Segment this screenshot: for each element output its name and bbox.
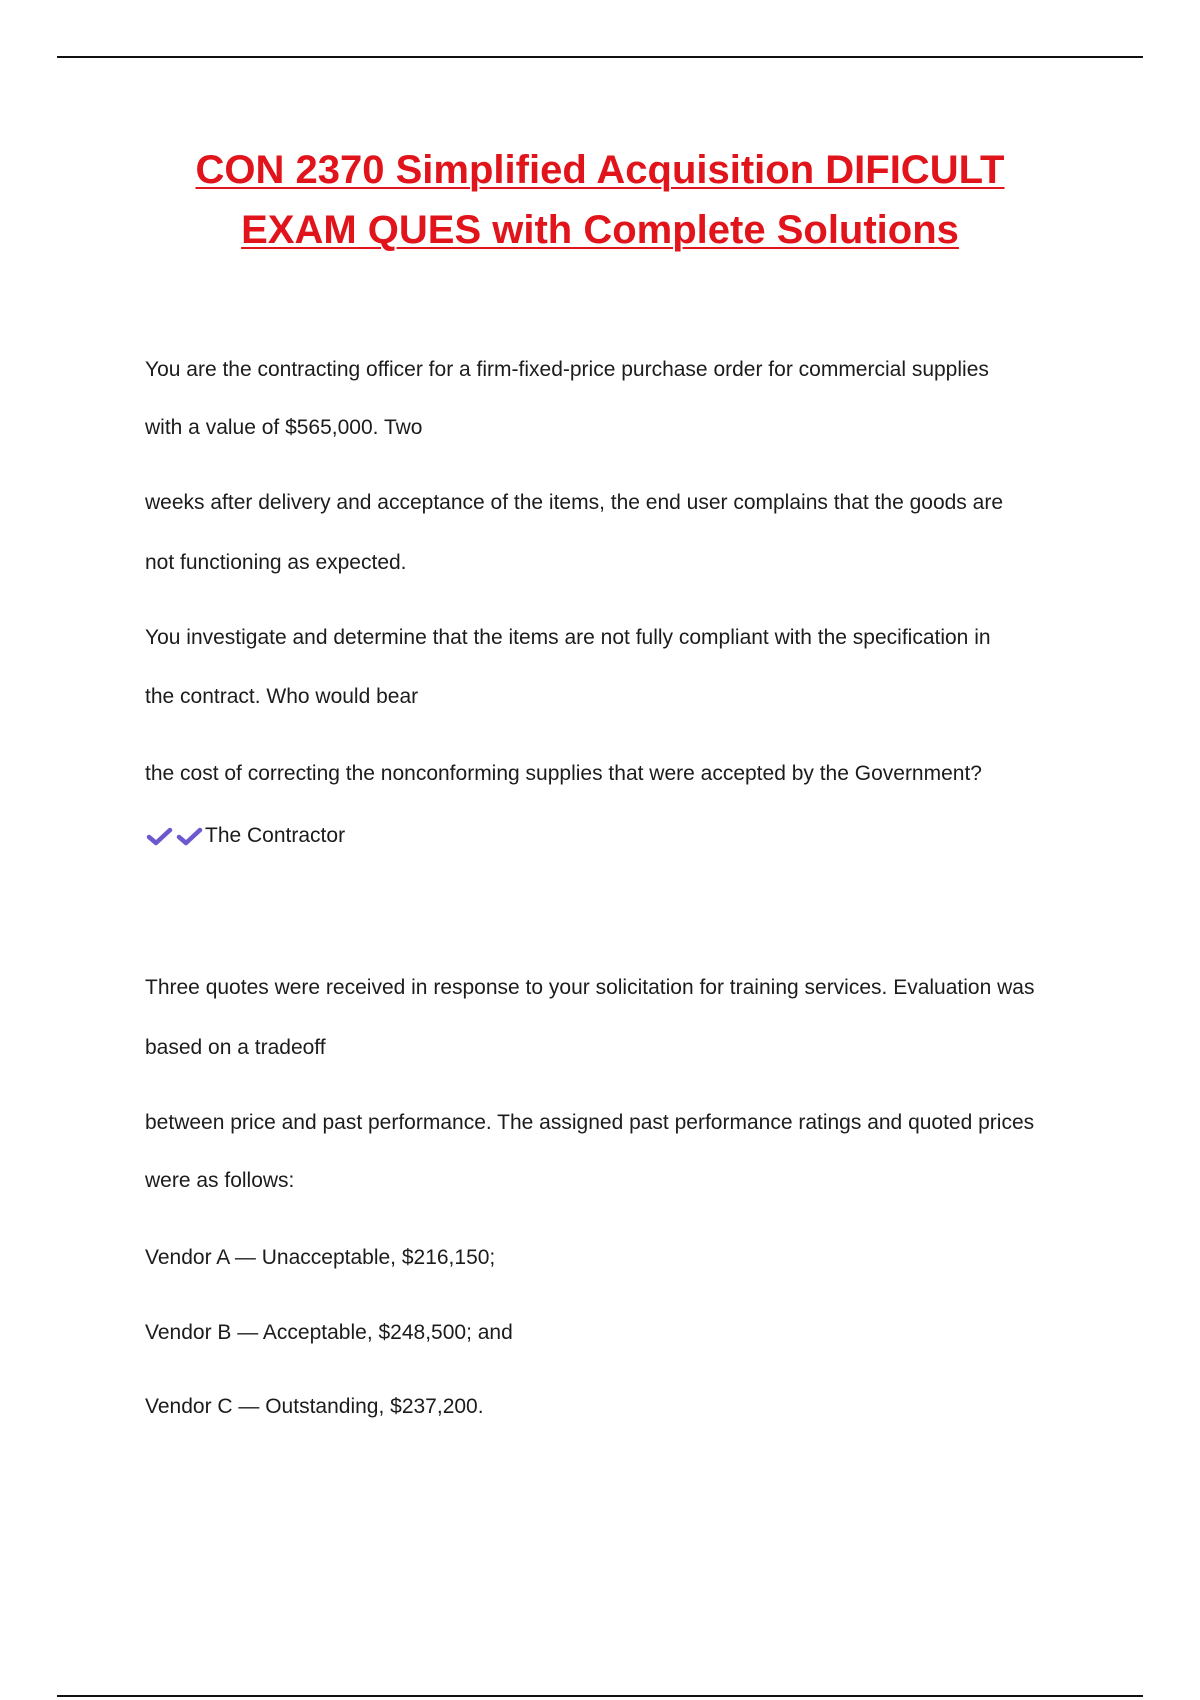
q2-line-3: between price and past performance. The assigned past performance ratings and quoted prices	[145, 1111, 1035, 1134]
q2-line-1: Three quotes were received in response to your solicitation for training services. Evaluation was	[145, 976, 1035, 999]
title-line-2: EXAM QUES with Complete Solutions	[241, 208, 959, 252]
answer-text: The Contractor	[205, 824, 346, 847]
vendor-c-line: Vendor C — Outstanding, $237,200.	[145, 1395, 484, 1418]
title-line-1: CON 2370 Simplified Acquisition DIFICULT	[195, 148, 1005, 192]
q1-line-4: not functioning as expected.	[145, 551, 407, 574]
bottom-rule	[57, 1695, 1143, 1697]
vendor-a-line: Vendor A — Unacceptable, $216,150;	[145, 1246, 496, 1269]
q1-line-3: weeks after delivery and acceptance of the items, the end user complains that the goods are	[145, 491, 1003, 514]
q2-line-4: were as follows:	[145, 1169, 295, 1192]
check-icon	[175, 822, 205, 850]
q1-answer	[145, 822, 345, 850]
q2-line-2: based on a tradeoff	[145, 1036, 326, 1059]
q1-line-5: You investigate and determine that the items are not fully compliant with the specification in	[145, 626, 991, 649]
q1-line-1: You are the contracting officer for a firm-fixed-price purchase order for commercial supplies	[145, 358, 989, 381]
check-icon	[145, 822, 175, 850]
q1-line-2: with a value of $565,000. Two	[145, 416, 423, 439]
vendor-b-line: Vendor B — Acceptable, $248,500; and	[145, 1321, 513, 1344]
top-rule	[57, 56, 1143, 58]
q1-line-6: the contract. Who would bear	[145, 685, 419, 708]
q1-line-7: the cost of correcting the nonconforming supplies that were accepted by the Government?	[145, 762, 982, 785]
document-title	[0, 140, 1200, 260]
